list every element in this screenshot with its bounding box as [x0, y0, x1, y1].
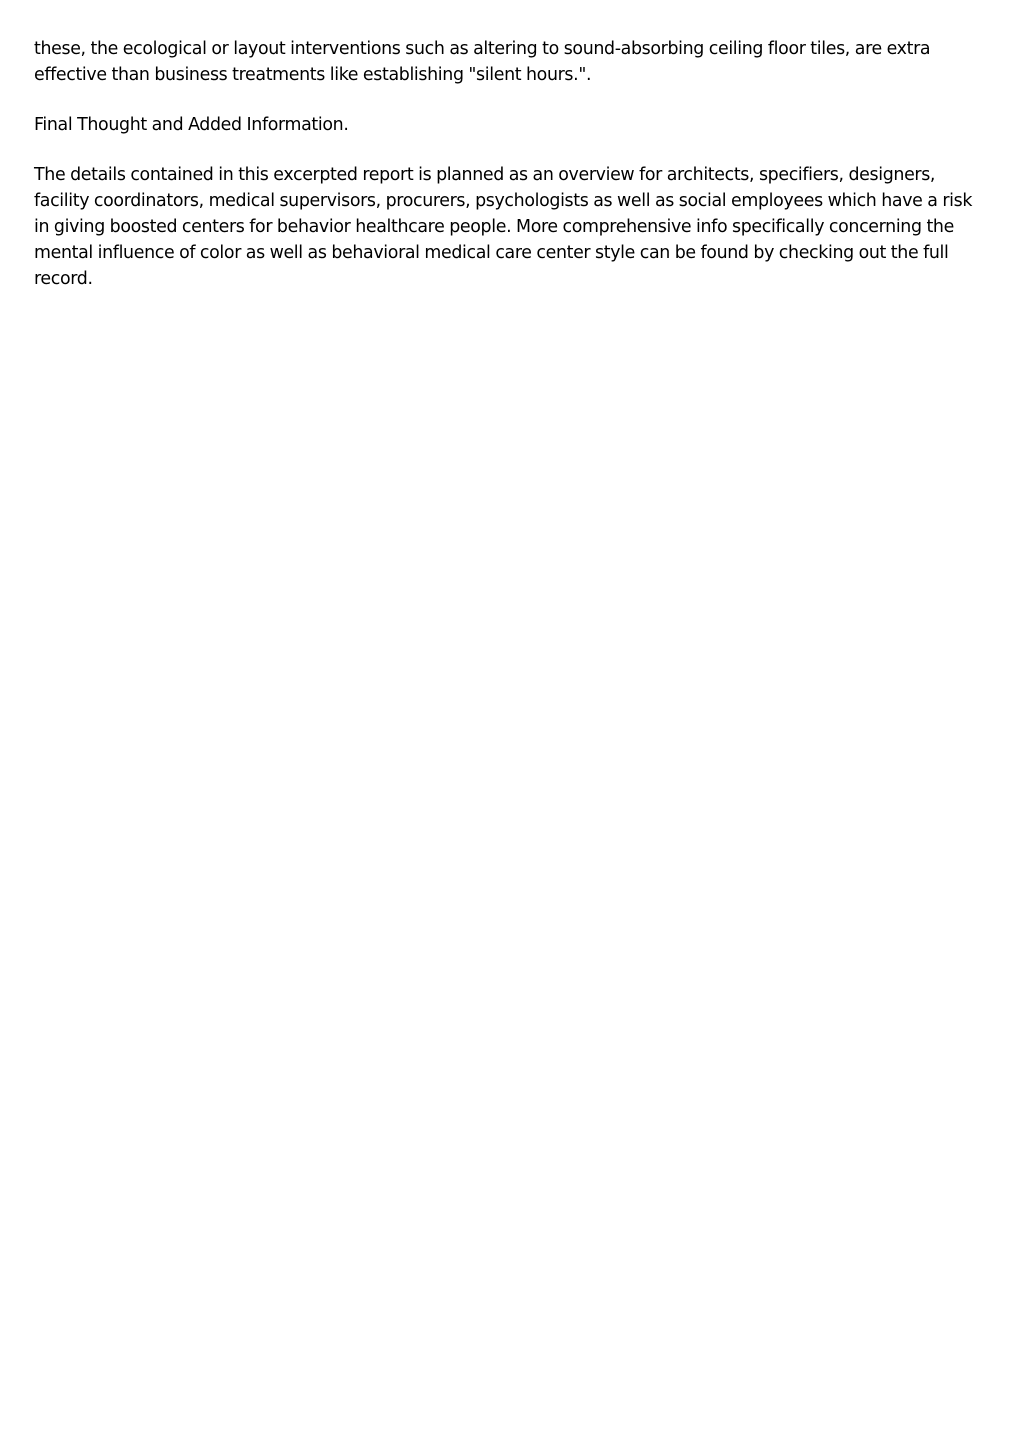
section-heading-final-thought: Final Thought and Added Information.	[34, 115, 349, 135]
paragraph-intro-continuation: these, the ecological or layout interventions such as altering to sound-absorbing ceiling floor tiles, are extra effective than business treatments like establishing "silent hours.".	[34, 39, 931, 85]
document-page	[34, 36, 992, 316]
paragraph-conclusion: The details contained in this excerpted report is planned as an overview for architects, specifiers, designers, facility coordinators, medical supervisors, procurers, psychologists as well as social employees which have a risk in giving boosted centers for behavior healthcare people. More comprehensive info specifically concerning the mental influence of color as well as behavioral medical care center style can be found by checking out the full record.	[34, 165, 973, 289]
